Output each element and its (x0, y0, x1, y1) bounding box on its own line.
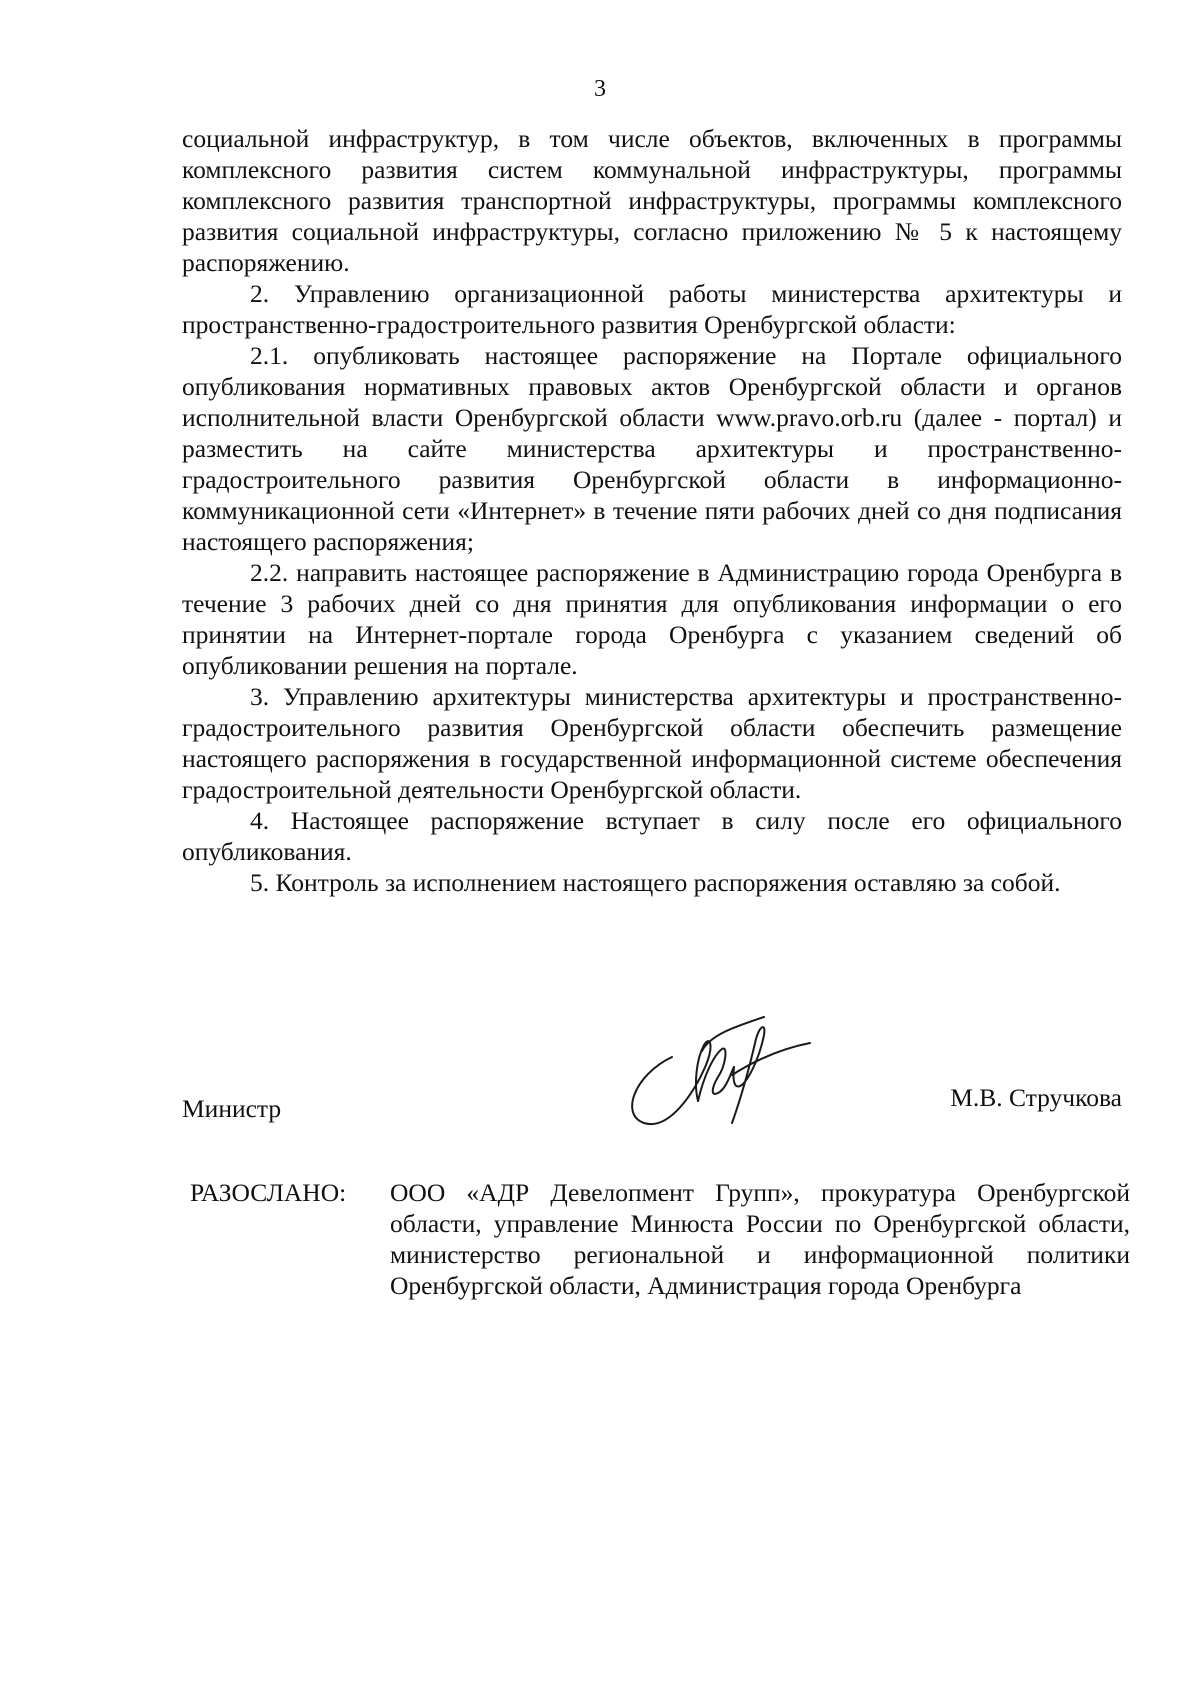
paragraph-item-2-2: 2.2. направить настоящее распоряжение в Администрацию города Оренбурга в течение 3 рабочих дней со дня принятия для опубликования информации о его принятии на Интернет-портале города Оренбурга с указанием сведений об опубликовании решения на портале. (182, 558, 1122, 680)
paragraph-item-2-1: 2.1. опубликовать настоящее распоряжение на Портале официального опубликования нормативных правовых актов Оренбургской области и органов исполнительной власти Оренбургской области www.pravo.orb.ru (далее - портал) и разместить на сайте министерства архитектуры и пространственно-градостроительного развития Оренбургской области в информационно-коммуникационной сети «Интернет» в течение пяти рабочих дней со дня подписания настоящего распоряжения; (182, 341, 1122, 556)
signer-position: Министр (182, 1094, 282, 1123)
page-number: 3 (594, 76, 606, 102)
document-body (182, 123, 1122, 898)
distribution-recipients: ООО «АДР Девелопмент Групп», прокуратура Оренбургской области, управление Минюста России по Оренбургской области, министерство региональной и информационной политики Оренбургской области, Администрация города Оренбурга (390, 1178, 1130, 1300)
handwritten-signature (614, 1005, 814, 1145)
paragraph-continuation: социальной инфраструктур, в том числе объектов, включенных в программы комплексного развития систем коммунальной инфраструктуры, программы комплексного развития транспортной инфраструктуры, программы комплексного развития социальной инфраструктуры, согласно приложению № 5 к настоящему распоряжению. (182, 124, 1122, 277)
distribution-label: РАЗОСЛАНО: (190, 1178, 347, 1207)
signature-block (182, 1005, 1122, 1145)
paragraph-item-3: 3. Управлению архитектуры министерства архитектуры и пространственно-градостроительного развития Оренбургской области обеспечить размещение настоящего распоряжения в государственной информационной системе обеспечения градостроительной деятельности Оренбургской области. (182, 682, 1122, 804)
paragraph-item-4: 4. Настоящее распоряжение вступает в силу после его официального опубликования. (182, 806, 1122, 866)
paragraph-item-2: 2. Управлению организационной работы министерства архитектуры и пространственно-градостроительного развития Оренбургской области: (182, 279, 1122, 339)
signer-name: М.В. Стручкова (950, 1083, 1122, 1112)
paragraph-item-5: 5. Контроль за исполнением настоящего распоряжения оставляю за собой. (250, 868, 1061, 897)
